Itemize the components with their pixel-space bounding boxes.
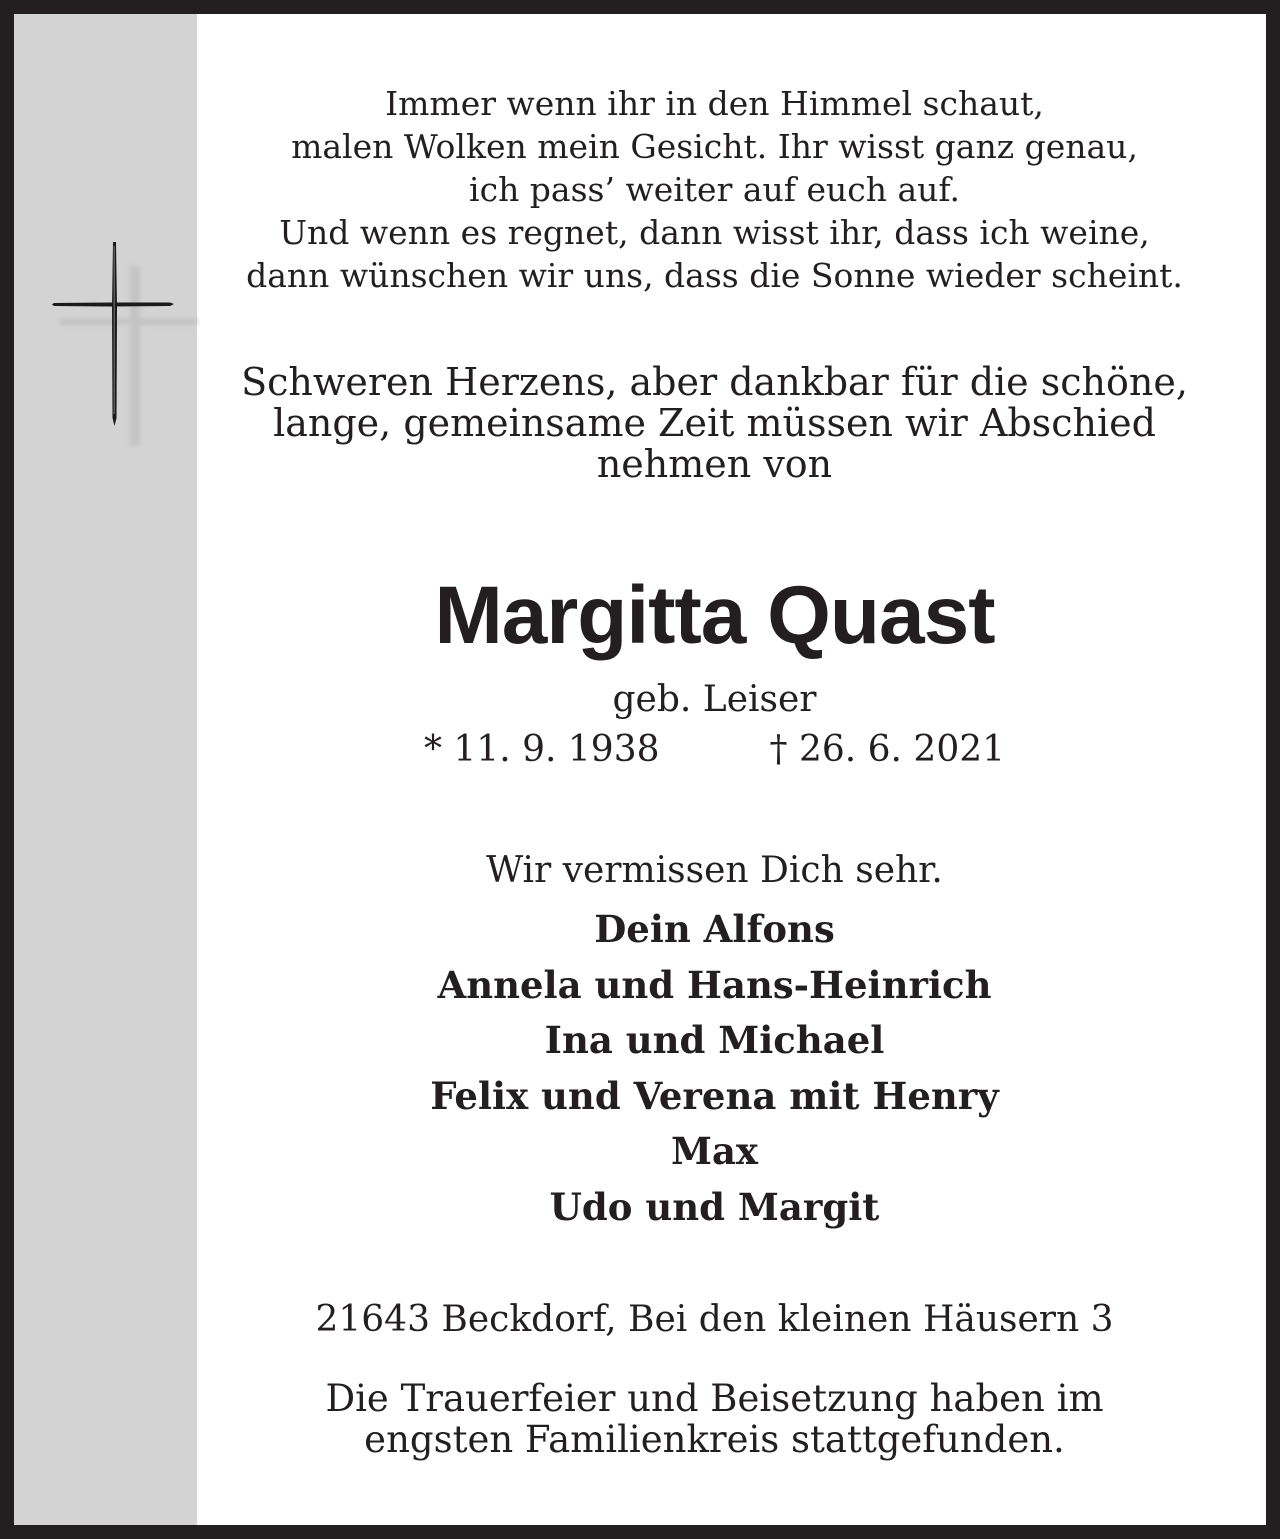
- family-member: Ina und Michael: [544, 1018, 885, 1062]
- poem: [197, 82, 1232, 297]
- note-line: engsten Familienkreis stattgefunden.: [364, 1418, 1065, 1461]
- obituary-content: [197, 14, 1266, 1525]
- family-signatures: [197, 902, 1232, 1235]
- cross-icon: [40, 228, 200, 448]
- poem-line: malen Wolken mein Gesicht. Ihr wisst ganz genau,: [291, 127, 1138, 166]
- poem-line: Und wenn es regnet, dann wisst ihr, dass ich weine,: [279, 213, 1150, 252]
- intro-line: nehmen von: [596, 442, 833, 486]
- note-line: Die Trauerfeier und Beisetzung haben im: [325, 1377, 1104, 1420]
- poem-line: dann wünschen wir uns, dass die Sonne wieder scheint.: [246, 256, 1183, 295]
- ceremony-note: [197, 1378, 1232, 1460]
- intro-text: [197, 362, 1232, 485]
- deceased-name: Margitta Quast: [434, 570, 995, 661]
- intro-line: Schweren Herzens, aber dankbar für die schöne,: [241, 360, 1188, 404]
- family-member: Annela und Hans-Heinrich: [437, 962, 992, 1007]
- life-dates: [197, 726, 1232, 774]
- sidebar-panel: [14, 14, 197, 1525]
- death-date: † 26. 6. 2021: [769, 729, 1006, 770]
- birth-date: * 11. 9. 1938: [423, 729, 660, 770]
- family-member: Felix und Verena mit Henry: [430, 1073, 999, 1118]
- family-member: Max: [671, 1129, 758, 1173]
- family-member: Dein Alfons: [594, 907, 835, 951]
- miss-text: Wir vermissen Dich sehr.: [486, 850, 943, 891]
- maiden-name: geb. Leiser: [612, 679, 817, 720]
- address: 21643 Beckdorf, Bei den kleinen Häusern 3: [315, 1299, 1114, 1340]
- poem-line: Immer wenn ihr in den Himmel schaut,: [385, 84, 1044, 123]
- intro-line: lange, gemeinsame Zeit müssen wir Abschied: [273, 401, 1156, 445]
- poem-line: ich pass’ weiter auf euch auf.: [469, 170, 960, 209]
- family-member: Udo und Margit: [549, 1184, 880, 1229]
